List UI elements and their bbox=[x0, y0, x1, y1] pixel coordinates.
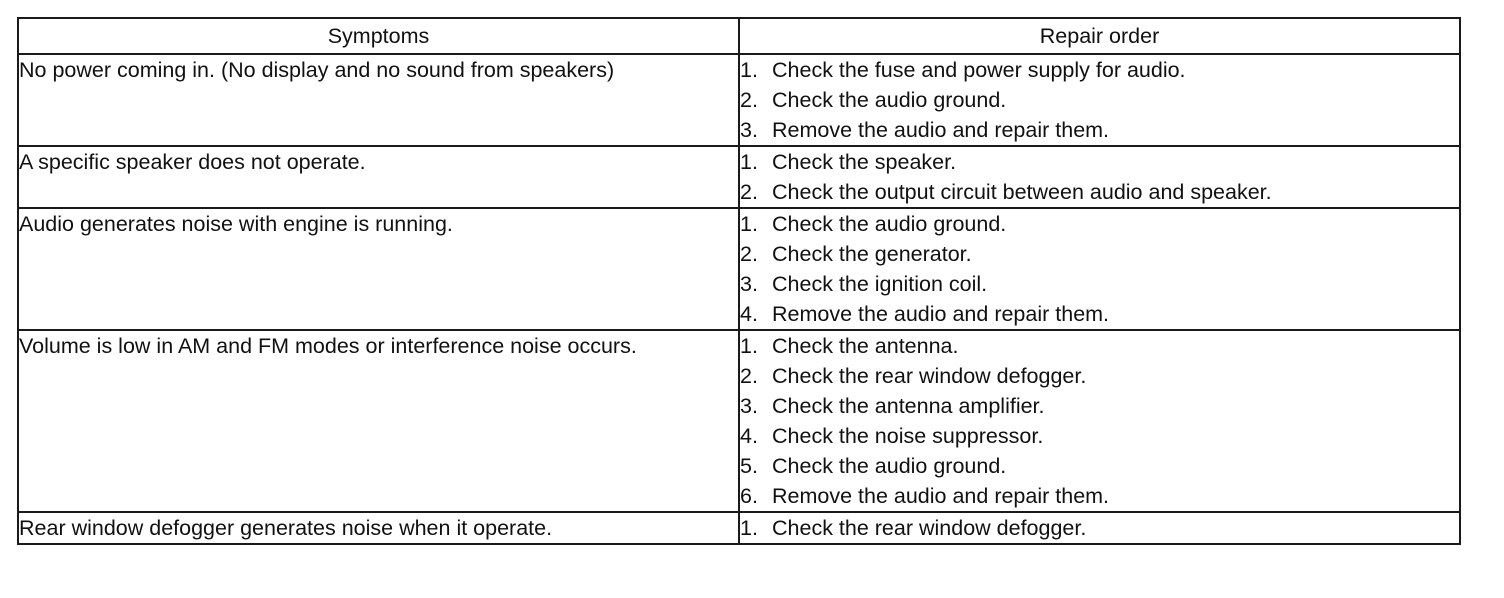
step-number: 1. bbox=[740, 150, 758, 174]
repair-step bbox=[740, 421, 1459, 451]
step-number: 1. bbox=[740, 212, 758, 236]
step-number: 1. bbox=[740, 516, 758, 540]
step-number: 3. bbox=[740, 394, 758, 418]
repair-step bbox=[740, 299, 1459, 329]
step-text: Check the audio ground. bbox=[772, 454, 1007, 478]
step-text: Remove the audio and repair them. bbox=[772, 484, 1110, 508]
step-text: Check the antenna amplifier. bbox=[772, 394, 1045, 418]
step-number: 5. bbox=[740, 454, 758, 478]
repair-order-cell bbox=[739, 512, 1460, 544]
table-row bbox=[18, 54, 1460, 146]
repair-step bbox=[740, 55, 1459, 85]
step-text: Check the rear window defogger. bbox=[772, 516, 1087, 540]
symptom-cell: A specific speaker does not operate. bbox=[18, 146, 739, 208]
repair-step bbox=[740, 269, 1459, 299]
step-text: Check the generator. bbox=[772, 242, 972, 266]
table-row bbox=[18, 208, 1460, 330]
step-number: 3. bbox=[740, 272, 758, 296]
repair-step bbox=[740, 115, 1459, 145]
repair-step bbox=[740, 331, 1459, 361]
repair-order-column-header: Repair order bbox=[739, 18, 1460, 54]
step-text: Check the ignition coil. bbox=[772, 272, 988, 296]
repair-step bbox=[740, 451, 1459, 481]
step-number: 4. bbox=[740, 302, 758, 326]
troubleshooting-sheet bbox=[17, 17, 1459, 545]
repair-step bbox=[740, 239, 1459, 269]
step-text: Check the audio ground. bbox=[772, 88, 1007, 112]
symptom-cell: Volume is low in AM and FM modes or interference noise occurs. bbox=[18, 330, 739, 512]
step-number: 1. bbox=[740, 334, 758, 358]
table-row bbox=[18, 330, 1460, 512]
repair-step bbox=[740, 361, 1459, 391]
symptom-cell: Audio generates noise with engine is running. bbox=[18, 208, 739, 330]
repair-step bbox=[740, 513, 1459, 543]
repair-step bbox=[740, 147, 1459, 177]
step-number: 2. bbox=[740, 242, 758, 266]
step-text: Check the fuse and power supply for audio. bbox=[772, 58, 1186, 82]
repair-step bbox=[740, 209, 1459, 239]
step-number: 4. bbox=[740, 424, 758, 448]
table-row bbox=[18, 512, 1460, 544]
repair-order-cell bbox=[739, 330, 1460, 512]
symptom-cell: No power coming in. (No display and no sound from speakers) bbox=[18, 54, 739, 146]
repair-step bbox=[740, 85, 1459, 115]
step-text: Remove the audio and repair them. bbox=[772, 302, 1110, 326]
repair-order-cell bbox=[739, 208, 1460, 330]
repair-step bbox=[740, 391, 1459, 421]
symptom-cell: Rear window defogger generates noise when it operate. bbox=[18, 512, 739, 544]
repair-step bbox=[740, 177, 1459, 207]
repair-order-cell bbox=[739, 54, 1460, 146]
step-number: 3. bbox=[740, 118, 758, 142]
step-text: Check the noise suppressor. bbox=[772, 424, 1044, 448]
step-text: Check the rear window defogger. bbox=[772, 364, 1087, 388]
step-text: Check the antenna. bbox=[772, 334, 959, 358]
step-text: Check the audio ground. bbox=[772, 212, 1007, 236]
step-number: 6. bbox=[740, 484, 758, 508]
repair-order-cell bbox=[739, 146, 1460, 208]
step-text: Remove the audio and repair them. bbox=[772, 118, 1110, 142]
step-number: 2. bbox=[740, 180, 758, 204]
step-number: 1. bbox=[740, 58, 758, 82]
step-number: 2. bbox=[740, 364, 758, 388]
step-text: Check the speaker. bbox=[772, 150, 957, 174]
symptoms-column-header: Symptoms bbox=[18, 18, 739, 54]
troubleshooting-table bbox=[17, 17, 1461, 545]
step-number: 2. bbox=[740, 88, 758, 112]
step-text: Check the output circuit between audio and speaker. bbox=[772, 180, 1272, 204]
repair-step bbox=[740, 481, 1459, 511]
table-header-row bbox=[18, 18, 1460, 54]
table-row bbox=[18, 146, 1460, 208]
